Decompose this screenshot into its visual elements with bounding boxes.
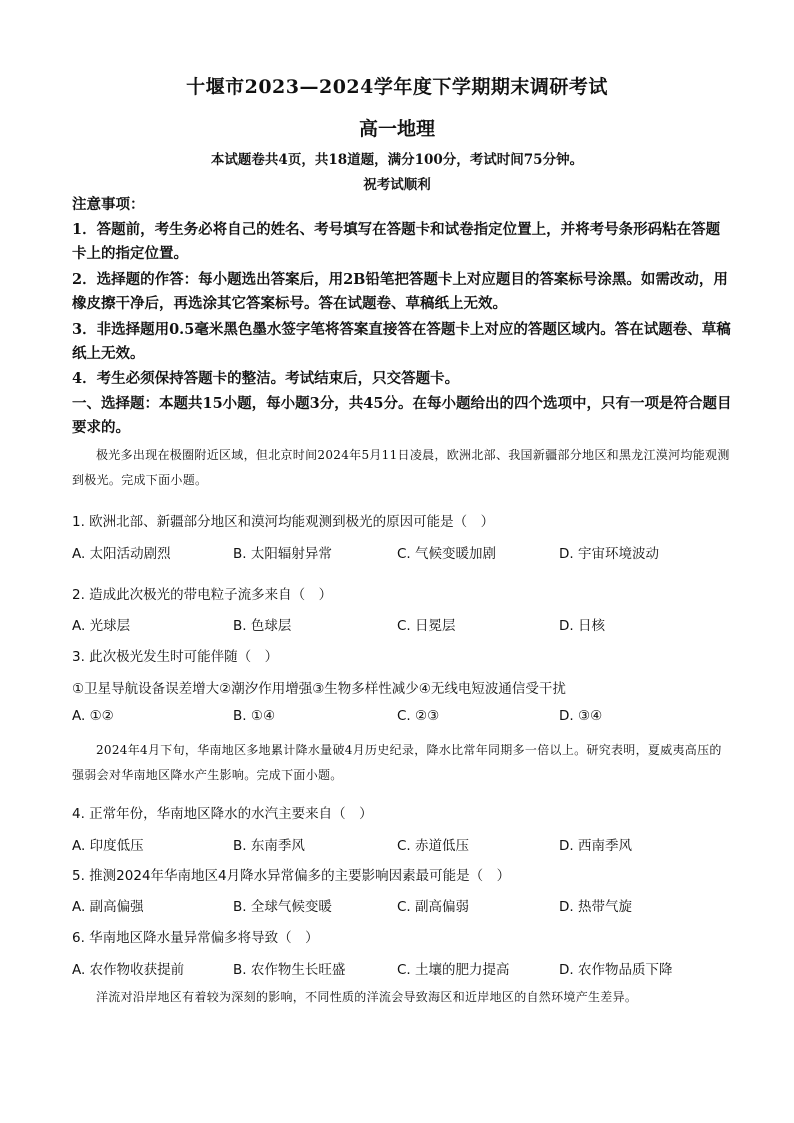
q3-option-c[interactable]: C. ②③ [397, 708, 440, 724]
notice-item-4: 4．考生必须保持答题卡的整洁。考试结束后，只交答题卡。 [72, 370, 460, 387]
q5-option-c[interactable]: C. 副高偏弱 [397, 899, 470, 915]
q2-option-b[interactable]: B. 色球层 [233, 618, 292, 634]
q1-option-a[interactable]: A. 太阳活动剧烈 [72, 546, 171, 562]
q5-option-b[interactable]: B. 全球气候变暖 [233, 899, 332, 915]
good-luck-text: 祝考试顺利 [363, 177, 431, 193]
q3-option-b[interactable]: B. ①④ [233, 708, 276, 724]
notice-item-1: 1．答题前，考生务必将自己的姓名、考号填写在答题卡和试卷指定位置上，并将考号条形码粘在答题卡上的指定位置。 [72, 221, 721, 262]
q4-option-d[interactable]: D. 西南季风 [559, 838, 632, 854]
q4-option-a[interactable]: A. 印度低压 [72, 838, 144, 854]
q1-option-d[interactable]: D. 宇宙环境波动 [559, 546, 659, 562]
q2-option-c[interactable]: C. 日冕层 [397, 618, 456, 634]
q6-option-b[interactable]: B. 农作物生长旺盛 [233, 962, 346, 978]
q2-option-d[interactable]: D. 日核 [559, 618, 605, 634]
question-3-stem: 3. 此次极光发生时可能伴随（ ） [72, 649, 279, 665]
q3-option-a[interactable]: A. ①② [72, 708, 114, 724]
q4-option-b[interactable]: B. 东南季风 [233, 838, 305, 854]
question-2-stem: 2. 造成此次极光的带电粒子流多来自（ ） [72, 587, 333, 603]
question-6-stem: 6. 华南地区降水量异常偏多将导致（ ） [72, 930, 319, 946]
q4-option-c[interactable]: C. 赤道低压 [397, 838, 470, 854]
q5-option-d[interactable]: D. 热带气旋 [559, 899, 632, 915]
q1-option-c[interactable]: C. 气候变暖加剧 [397, 546, 497, 562]
question-3-statements: ①卫星导航设备误差增大②潮汐作用增强③生物多样性减少④无线电短波通信受干扰 [72, 681, 566, 697]
q3-option-d[interactable]: D. ③④ [559, 708, 603, 724]
exam-info: 本试题卷共4页，共18道题，满分100分，考试时间75分钟。 [210, 152, 584, 168]
section-heading: 一、选择题：本题共15小题，每小题3分，共45分。在每小题给出的四个选项中，只有一项是符合题目要求的。 [72, 395, 732, 436]
notice-heading: 注意事项： [72, 196, 145, 213]
q5-option-a[interactable]: A. 副高偏强 [72, 899, 144, 915]
exam-title: 十堰市2023—2024学年度下学期期末调研考试 [186, 76, 608, 98]
q6-option-c[interactable]: C. 土壤的肥力提高 [397, 962, 510, 978]
passage-aurora: 极光多出现在极圈附近区域，但北京时间2024年5月11日凌晨，欧洲北部、我国新疆部分地区和黑龙江漠河均能观测到极光。完成下面小题。 [72, 448, 730, 487]
q1-option-b[interactable]: B. 太阳辐射异常 [233, 546, 332, 562]
question-4-stem: 4. 正常年份，华南地区降水的水汽主要来自（ ） [72, 806, 373, 822]
question-1-stem: 1. 欧洲北部、新疆部分地区和漠河均能观测到极光的原因可能是（ ） [72, 514, 495, 530]
q6-option-a[interactable]: A. 农作物收获提前 [72, 962, 185, 978]
notice-item-3: 3．非选择题用0.5毫米黑色墨水签字笔将答案直接答在答题卡上对应的答题区域内。答在试题卷、草稿纸上无效。 [72, 321, 731, 362]
q6-option-d[interactable]: D. 农作物品质下降 [559, 962, 673, 978]
exam-subject: 高一地理 [358, 118, 435, 140]
question-5-stem: 5. 推测2024年华南地区4月降水异常偏多的主要影响因素最可能是（ ） [72, 868, 511, 884]
notice-item-2: 2．选择题的作答：每小题选出答案后，用2B铅笔把答题卡上对应题目的答案标号涂黑。如需改动，用橡皮擦干净后，再选涂其它答案标号。答在试题卷、草稿纸上无效。 [72, 271, 728, 312]
passage-ocean-currents: 洋流对沿岸地区有着较为深刻的影响，不同性质的洋流会导致海区和近岸地区的自然环境产生差异。 [96, 990, 638, 1004]
q2-option-a[interactable]: A. 光球层 [72, 618, 131, 634]
passage-south-china-rain: 2024年4月下旬，华南地区多地累计降水量破4月历史纪录，降水比常年同期多一倍以上。研究表明，夏威夷高压的强弱会对华南地区降水产生影响。完成下面小题。 [72, 743, 722, 782]
